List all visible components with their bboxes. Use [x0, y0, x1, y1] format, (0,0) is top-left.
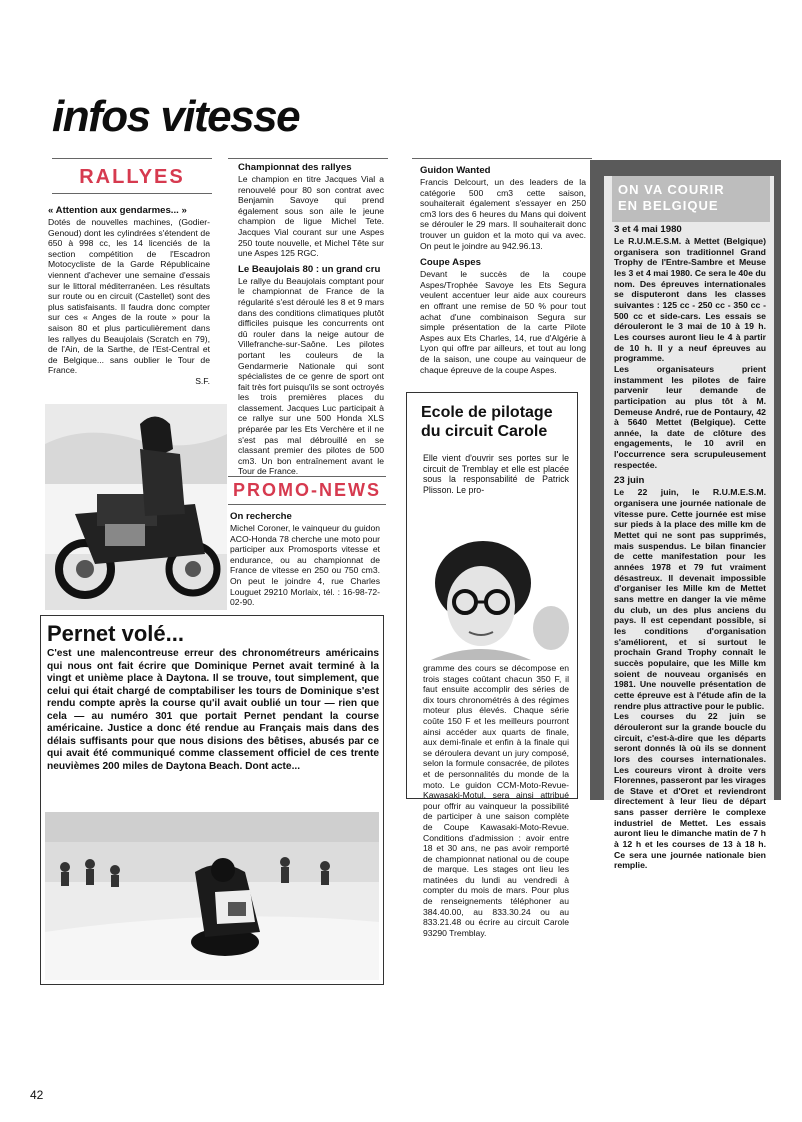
rallyes-top-rule — [52, 158, 212, 159]
masthead: infos vitesse — [52, 92, 300, 141]
promo-top-rule — [228, 476, 386, 477]
promo-news-title: PROMO-NEWS — [233, 480, 381, 500]
portrait-photo — [411, 528, 577, 660]
col3-articles — [420, 165, 586, 375]
page-number: 42 — [30, 1088, 44, 1102]
belgique-article — [614, 224, 766, 871]
promo-article — [230, 511, 380, 608]
rallyes-item1-body: Dotés de nouvelles machines, (Godier-Genoud) dont les cylindrées s'étendent de 650 à 998 cc, les 14 licenciés de la section compétition de l'Escadron Motocycliste de la Garde Républicaine viennent d'achever une semaine d'essais sur le littoral méditerranéen. Les résultats sur route ou en circuit (Castellet) sont des plus satisfaisants. Il faudra donc compter sur ces « Anges de la route » pour la saison 80 et plus particulièrement dans les rallyes du Beaujolais (Scratch en 79), de l'Ain, de la Sarthe, de l'Est-Central et de Belgique... sans oublier le Tour de France. — [48, 217, 210, 376]
pernet-box — [40, 615, 384, 985]
belgique-p3: Le 22 juin, le R.U.M.E.S.M. organisera une journée nationale de vitesse pure. Cette journée est mise sur pieds à la place des mille km de Mettet qui ne sont pas supprimés, mais suspendus. Le bilan financier de cette manifestation pour les années 1978 et 79 fut vraiment désastreux. Il devenait impossible d'organiser les Mille km de Mettet sans mettre en danger la vie même du club, un des plus anciens du pays. Il est cependant possible, si les conditions d'organisation s'améliorent, et si surtout le prochain Grand Trophy connaît le succès populaire, que les Mille km soient de nouveau organisés en 1981. Une nouvelle présentation de cette épreuve est à l'étude afin de la rendre plus attractive pour le public. — [614, 487, 766, 711]
rallyes-item1-heading: « Attention aux gendarmes... » — [48, 205, 187, 216]
col3-top-rule — [412, 158, 592, 159]
beaujolais-body: Le rallye du Beaujolais comptant pour le championnat de France de la régularité s'est déroulé les 8 et 9 mars dans des conditions climatiques plutôt difficiles puisque les concurrents ont dû rouler dans la neige autour de Villefranche-sur-Saône. Les pilotes portant les couleurs de la Gendarmerie Nationale qui sont spécialistes de ce genre de sport ont fait très fort puisqu'ils se sont octroyés les trois premières places du classement. Jacques Luc participait à ce rallye sur une 500 Honda XLS préparée par les Ets Verchère et il ne s'est pas mal débrouillé en se classant premier des pilotes de 500 cm3. Un bon entraînement avant le Tour de France. — [238, 275, 384, 477]
carole-title: Ecole de pilotage du circuit Carole — [421, 404, 553, 440]
race-bike-photo — [45, 812, 379, 980]
pernet-title: Pernet volé... — [47, 621, 184, 646]
carole-intro: Elle vient d'ouvrir ses portes sur le circuit de Tremblay et elle est placée sous la responsabilité de Patrick Plisson. Le pro- — [423, 453, 569, 495]
guidon-wanted-body: Francis Delcourt, un des leaders de la catégorie 500 cm3 cette saison, souhaiterait également s'essayer en 250 cm3 lors des 6 heures du Mans qui doivent se dérouler le 29 mars. Il souhaiterait donc trouver un guidon et la moto qui va avec. On peut le joindre au 942.96.13. — [420, 177, 586, 251]
coupe-aspes-body: Devant le succès de la coupe Aspes/Trophée Savoye les Ets Segura veulent accentuer leur aide aux coureurs en offrant une remise de 50 % pour tout achat d'une combinaison Segura sur simple présentation de la carte Pilote Aspes aux Ets Charles, 14, rue d'Algérie à Lyon qui offre par ailleurs, et tout au long de la saison, une coupe au vainqueur de chaque épreuve de la coupe Aspes. — [420, 269, 586, 375]
guidon-wanted-heading: Guidon Wanted — [420, 165, 491, 176]
rallyes-bottom-rule — [52, 193, 212, 194]
belgique-p2: Les organisateurs prient instamment les pilotes de faire parvenir leur demande de participation au plus tôt à M. Demeuse André, rue de Pontaury, 42 à 5640 Mettet (Belgique). Cette année, la date de clôture des engagements, le 10 avril en l'occurrence sera scrupuleusement respectée. — [614, 363, 766, 470]
on-recherche-body: Michel Coroner, le vainqueur du guidon ACO-Honda 78 cherche une moto pour participer aux Promosports vitesse et endurance, ou au championnat de France de vitesse en 250 ou 750 cm3. On peut le joindre 4, rue Charles Louguet 29210 Morlaix, tél. : 16-98-72-02-90. — [230, 523, 380, 608]
coupe-aspes-heading: Coupe Aspes — [420, 257, 481, 269]
rallyes-article — [48, 205, 210, 387]
col2-articles — [238, 162, 384, 477]
col2-top-rule — [228, 158, 388, 159]
belgique-p4: Les courses du 22 juin se dérouleront sur la grande boucle du circuit, c'est-à-dire que les départs seront donnés là où ils se donnent lors des courses internationales. Les coureurs viront à droite vers Florennes, passeront par les virages de Stave et d'Oret et reviendront directement à leur lieu de départ sans passer derrière le complexe industriel de Mettet. Les essais auront lieu le dimanche matin de 7 h à 12 h et les courses de 13 à 18 h. Ce sera une journée nationale bien remplie. — [614, 711, 766, 871]
belgique-date2: 23 juin — [614, 475, 645, 487]
rallyes-title: RALLYES — [79, 166, 185, 188]
pernet-body: C'est une malencontreuse erreur des chronométreurs américains qui nous ont fait écrire que Dominique Pernet avait terminé à la vingt et unième place à Daytona. Il se trouve, tout simplement, que celui qui était chargé de comptabiliser les tours de Dominique s'est rendu compte après la course qu'il avait oublié un tour — rien que cela — au numéro 301 que portait Pernet pendant la course américaine. Justice a donc été rendue au Français mais dans des délais suffisants pour que nous disions des bêtises, abusés par ce qui avait été communiqué comme classement officiel de ces trente neuvièmes 200 miles de Daytona Beach. Dont acte... — [47, 648, 379, 772]
belgique-title-line1: ON VA COURIR — [618, 182, 725, 197]
championnat-rallyes-body: Le champion en titre Jacques Vial a renouvelé pour 80 son contrat avec Benjamin Savoye qui prend également sous son aile le jeune champion de ligue Michel Tete. Jacques Vial courant sur une Aspes 250 toute nouvelle, et Michel Tête sur une Aspes 125 RGC. — [238, 174, 384, 259]
beaujolais-heading: Le Beaujolais 80 : un grand cru — [238, 263, 381, 275]
belgique-title-block — [612, 176, 770, 222]
championnat-rallyes-heading: Championnat des rallyes — [238, 162, 352, 173]
motorcycle-rider-photo — [45, 404, 227, 610]
belgique-date1: 3 et 4 mai 1980 — [614, 224, 682, 235]
promo-bottom-rule — [228, 504, 386, 505]
carole-box — [406, 392, 578, 938]
on-recherche-heading: On recherche — [230, 511, 292, 522]
carole-body: gramme des cours se décompose en trois stages coûtant chacun 350 F, il faut ensuite accomplir des séries de dix tours chronométrés à des régimes moteur plus élevés. Chaque série coûte 150 F et les meilleurs pourront ainsi accéder aux quarts de finale, aux demi-finale et enfin à la finale qui se déroulera devant un jury composé, selon la formule consacrée, de pilotes et de personnalités du monde de la moto. Le guidon CCM-Moto-Revue-Kawasaki-Motul, sera ainsi attribué pour offrir au vainqueur la possibilité de participer à une saison complète de Coupe Kawasaki-Moto-Revue. Conditions d'admission : avoir entre 18 et 30 ans, ne pas avoir remporté de championnat national ou de coupe de marque. Les stages ont lieu les matinées du lundi au vendredi à compter du mois de mars. Pour plus de renseignements téléphoner au 384.40.00, au 833.30.24 ou au 833.21.48 ou écrire au circuit Carole 93290 Tremblay. — [423, 663, 569, 938]
belgique-p1: Le R.U.M.E.S.M. à Mettet (Belgique) organisera son traditionnel Grand Trophy de l'Entre-Sambre et Meuse les 3 et 4 mai 1980. Ce sera le 40e du nom. Des épreuves internationales se disputeront dans les classes suivantes : 125 cc - 250 cc - 350 cc - 500 cc et side-cars. Les essais se dérouleront le 3 mai de 10 à 19 h. Les courses auront lieu le 4 à partir de 10 h. Il y a neuf épreuves au programme. — [614, 236, 766, 364]
rallyes-signature: S.F. — [195, 375, 210, 386]
belgique-title-line2: EN BELGIQUE — [618, 198, 719, 213]
